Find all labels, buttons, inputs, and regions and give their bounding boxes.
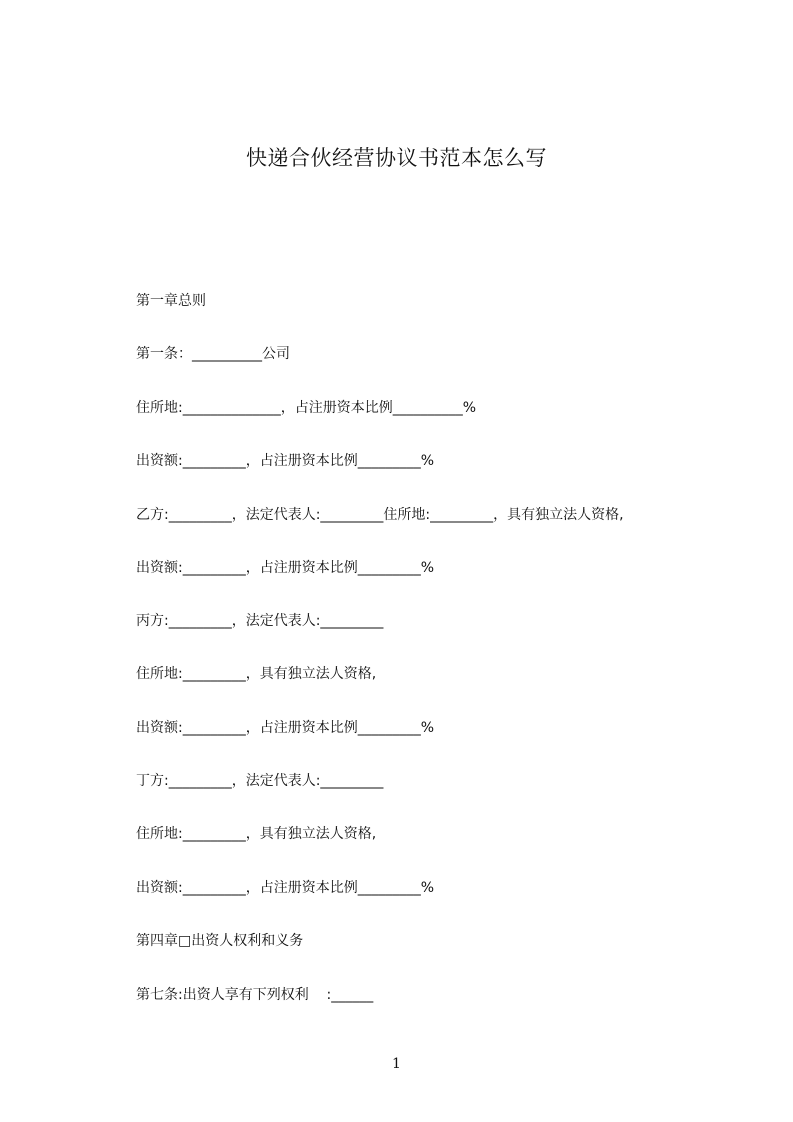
capital-line: 出资额:_________，占注册资本比例_________% xyxy=(136,720,435,736)
chapter-heading: 第四章□出资人权利和义务 xyxy=(136,933,304,949)
party-b-line: 乙方:_________，法定代表人:_________住所地:_________，具有独立法人资格, xyxy=(136,507,624,523)
document-title: 快递合伙经营协议书范本怎么写 xyxy=(246,146,547,170)
capital-line: 出资额:_________，占注册资本比例_________% xyxy=(136,453,435,469)
party-c-line: 丙方:_________，法定代表人:_________ xyxy=(136,613,384,629)
address-line: 住所地:_________，具有独立法人资格, xyxy=(136,826,377,842)
capital-line: 出资额:_________，占注册资本比例_________% xyxy=(136,560,435,576)
page-number: 1 xyxy=(392,1056,401,1072)
party-d-line: 丁方:_________，法定代表人:_________ xyxy=(136,773,384,789)
article-line: 第一条：__________公司 xyxy=(136,346,290,362)
chapter-heading: 第一章总则 xyxy=(136,293,206,309)
address-line: 住所地:_________，具有独立法人资格, xyxy=(136,666,377,682)
address-line: 住所地:______________，占注册资本比例__________% xyxy=(136,400,477,416)
capital-line: 出资额:_________，占注册资本比例_________% xyxy=(136,880,435,896)
article-line: 第七条:出资人享有下列权利 :______ xyxy=(136,987,374,1003)
